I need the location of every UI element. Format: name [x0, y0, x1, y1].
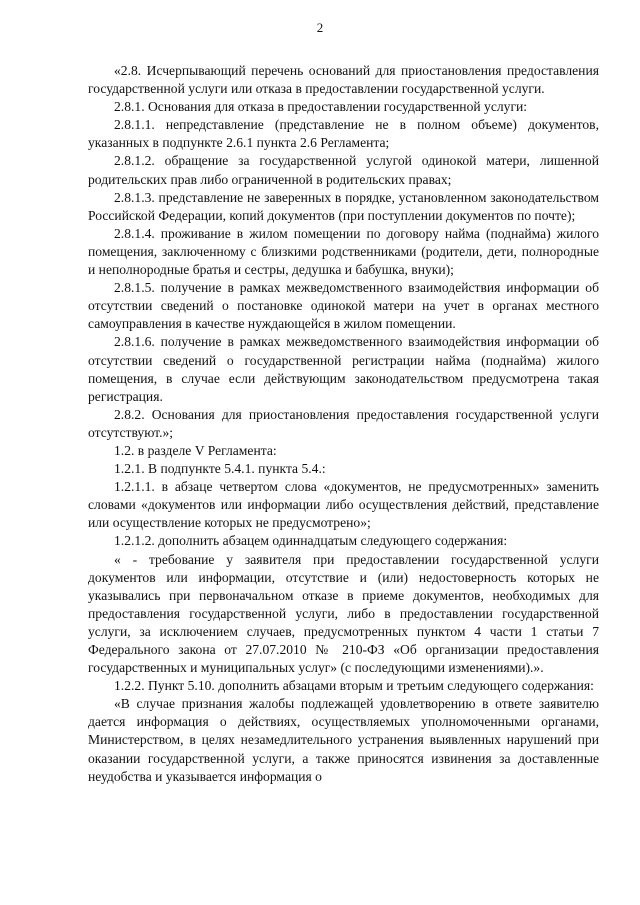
- paragraph-2-8-1-4: 2.8.1.4. проживание в жилом помещении по договору найма (поднайма) жилого помещения, заключенному с близкими родственниками (родители, дети, полнородные и неполнородные братья и сестры, дедушка и бабушка, внуки);: [88, 225, 599, 278]
- paragraph-2-8-1-5: 2.8.1.5. получение в рамках межведомственного взаимодействия информации об отсутствии сведений о постановке одинокой матери на учет в органах местного самоуправления в качестве нуждающейся в жилом помещении.: [88, 280, 599, 332]
- paragraph-2-8-1: 2.8.1. Основания для отказа в предоставлении государственной услуги:: [114, 99, 528, 115]
- paragraph-2-8-1-1: 2.8.1.1. непредставление (представление не в полном объеме) документов, указанных в подпункте 2.6.1 пункта 2.6 Регламента;: [88, 117, 599, 151]
- paragraph-1-2: 1.2. в разделе V Регламента:: [114, 442, 277, 458]
- paragraph-2-8-1-6: 2.8.1.6. получение в рамках межведомственного взаимодействия информации об отсутствии сведений о государственной регистрации найма (поднайма) жилого помещения, в случае если действующим законодательством предусмотрена такая регистрация.: [88, 334, 599, 404]
- page-number: 2: [316, 20, 324, 35]
- paragraph-2-8-1-3: 2.8.1.3. представление не заверенных в порядке, установленном законодательством Российской Федерации, копий документов (при поступлении документов по почте);: [88, 189, 599, 223]
- paragraph-2-8-1-2: 2.8.1.2. обращение за государственной услугой одинокой матери, лишенной родительских прав либо ограниченной в родительских правах;: [88, 153, 599, 187]
- paragraph-quoted-complaint: «В случае признания жалобы подлежащей удовлетворению в ответе заявителю дается информация о действиях, осуществляемых уполномоченными органами, Министерством, в целях незамедлительного устранения выявленных нарушений при оказании государственной услуги, а также приносятся извинения за доставленные неудобства и указывается информация о: [88, 696, 599, 784]
- paragraph-1-2-2: 1.2.2. Пункт 5.10. дополнить абзацами вторым и третьим следующего содержания:: [114, 678, 594, 694]
- paragraph-2-8-2: 2.8.2. Основания для приостановления предоставления государственной услуги отсутствуют.»;: [88, 406, 599, 440]
- paragraph-quoted-requirement: « - требование у заявителя при предоставлении государственной услуги документов или информации, отсутствие и (или) недостоверность которых не указывались при первоначальном отказе в приеме документов, необходимых для предоставления государственной услуги, либо в предоставлении государственной услуги, за исключением случаев, предусмотренных пунктом 4 части 1 статьи 7 Федерального закона от 27.07.2010 № 210-ФЗ «Об организации предоставления государственных и муниципальных услуг» (с последующими изменениями).».: [88, 551, 599, 676]
- paragraph-1-2-1-1: 1.2.1.1. в абзаце четвертом слова «документов, не предусмотренных» заменить словами «документов или информации либо осуществления действий, представление или осуществление которых не предусмотрено»;: [88, 479, 599, 531]
- paragraph-1-2-1: 1.2.1. В подпункте 5.4.1. пункта 5.4.:: [114, 461, 326, 477]
- paragraph-2-8-heading: «2.8. Исчерпывающий перечень оснований для приостановления предоставления государственной услуги или отказа в предоставлении государственной услуги.: [88, 63, 599, 97]
- document-body: [88, 62, 599, 786]
- paragraph-1-2-1-2: 1.2.1.2. дополнить абзацем одиннадцатым следующего содержания:: [114, 533, 508, 549]
